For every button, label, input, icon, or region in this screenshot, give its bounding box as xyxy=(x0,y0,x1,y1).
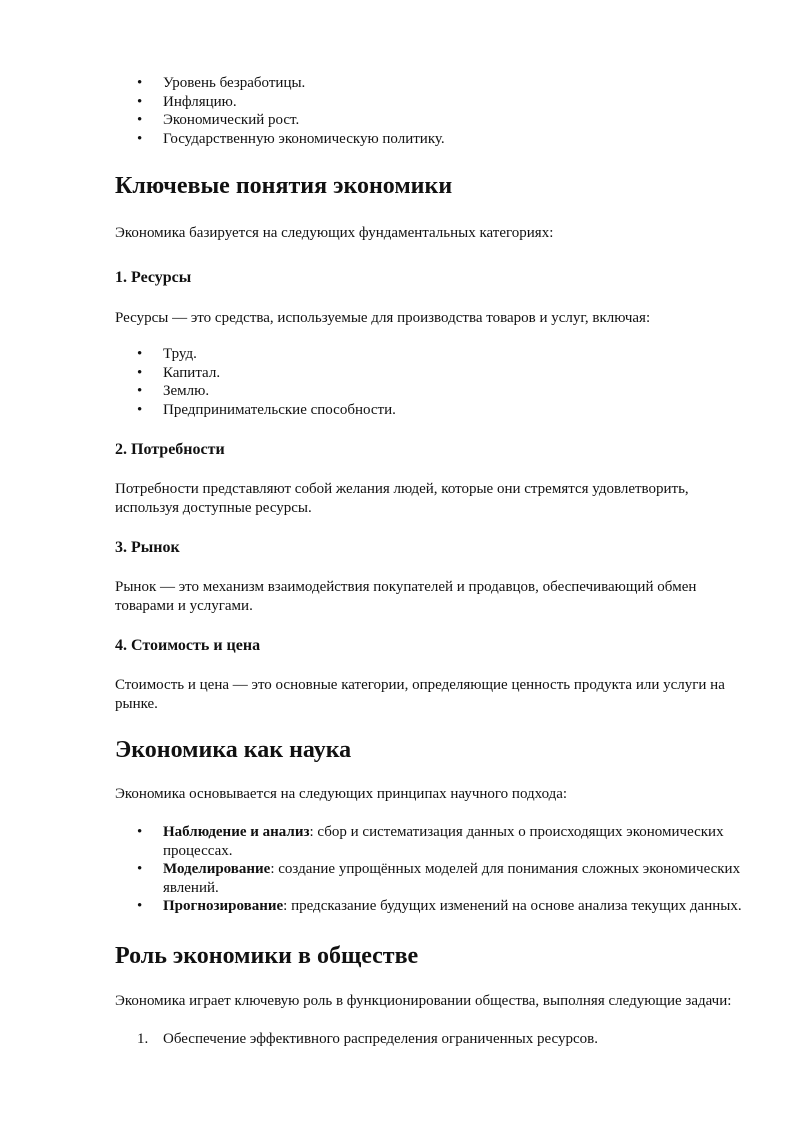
term-forecasting: Прогнозирование xyxy=(163,898,284,914)
list-item: • Труд. xyxy=(115,345,755,364)
subheading-market: 3. Рынок xyxy=(115,539,180,556)
resources-text: Ресурсы — это средства, используемые для производства товаров и услуг, включая: xyxy=(115,310,651,326)
society-numbered-list xyxy=(115,1030,755,1049)
subheading-value: 4. Стоимость и цена xyxy=(115,637,261,654)
list-item xyxy=(115,860,755,897)
market-text: Рынок — это механизм взаимодействия покупателей и продавцов, обеспечивающий обмен товарами и услугами. xyxy=(115,579,697,614)
section-heading-key-concepts: Ключевые понятия экономики xyxy=(115,173,453,199)
list-item: • Землю. xyxy=(115,382,755,401)
subheading-needs: 2. Потребности xyxy=(115,441,225,458)
list-item xyxy=(115,1030,755,1049)
society-intro: Экономика играет ключевую роль в функционировании общества, выполняя следующие задачи: xyxy=(115,992,732,1009)
list-item: • Предпринимательские способности. xyxy=(115,401,755,420)
document-content xyxy=(115,74,755,1048)
term-description: : сбор и систематизация данных о происходящих экономических процессах. xyxy=(163,824,724,859)
list-item: • Уровень безработицы. xyxy=(115,74,755,93)
list-item-text: Обеспечение эффективного распределения ограниченных ресурсов. xyxy=(163,1030,598,1047)
list-item: • Инфляцию. xyxy=(115,93,755,112)
subheading-resources: 1. Ресурсы xyxy=(115,269,192,286)
list-item: • Экономический рост. xyxy=(115,111,755,130)
resources-list xyxy=(115,345,755,419)
top-bullet-list xyxy=(115,74,755,148)
term-description: : создание упрощённых моделей для понимания сложных экономических явлений. xyxy=(163,861,741,896)
list-item: • Государственную экономическую политику. xyxy=(115,130,755,149)
list-item: • Капитал. xyxy=(115,364,755,383)
science-list xyxy=(115,823,755,916)
term-modeling: Моделирование xyxy=(163,861,271,877)
term-observation: Наблюдение и анализ xyxy=(163,824,310,840)
term-description: : предсказание будущих изменений на основе анализа текущих данных. xyxy=(283,898,742,914)
section-heading-society: Роль экономики в обществе xyxy=(115,942,419,969)
section-heading-science: Экономика как наука xyxy=(115,737,352,763)
list-item xyxy=(115,823,755,860)
needs-text: Потребности представляют собой желания людей, которые они стремятся удовлетворить, используя доступные ресурсы. xyxy=(115,481,689,516)
value-text: Стоимость и цена — это основные категории, определяющие ценность продукта или услуги на рынке. xyxy=(115,677,725,712)
science-intro: Экономика основывается на следующих принципах научного подхода: xyxy=(115,786,568,802)
key-concepts-intro: Экономика базируется на следующих фундаментальных категориях: xyxy=(115,225,554,241)
list-item xyxy=(115,897,755,916)
